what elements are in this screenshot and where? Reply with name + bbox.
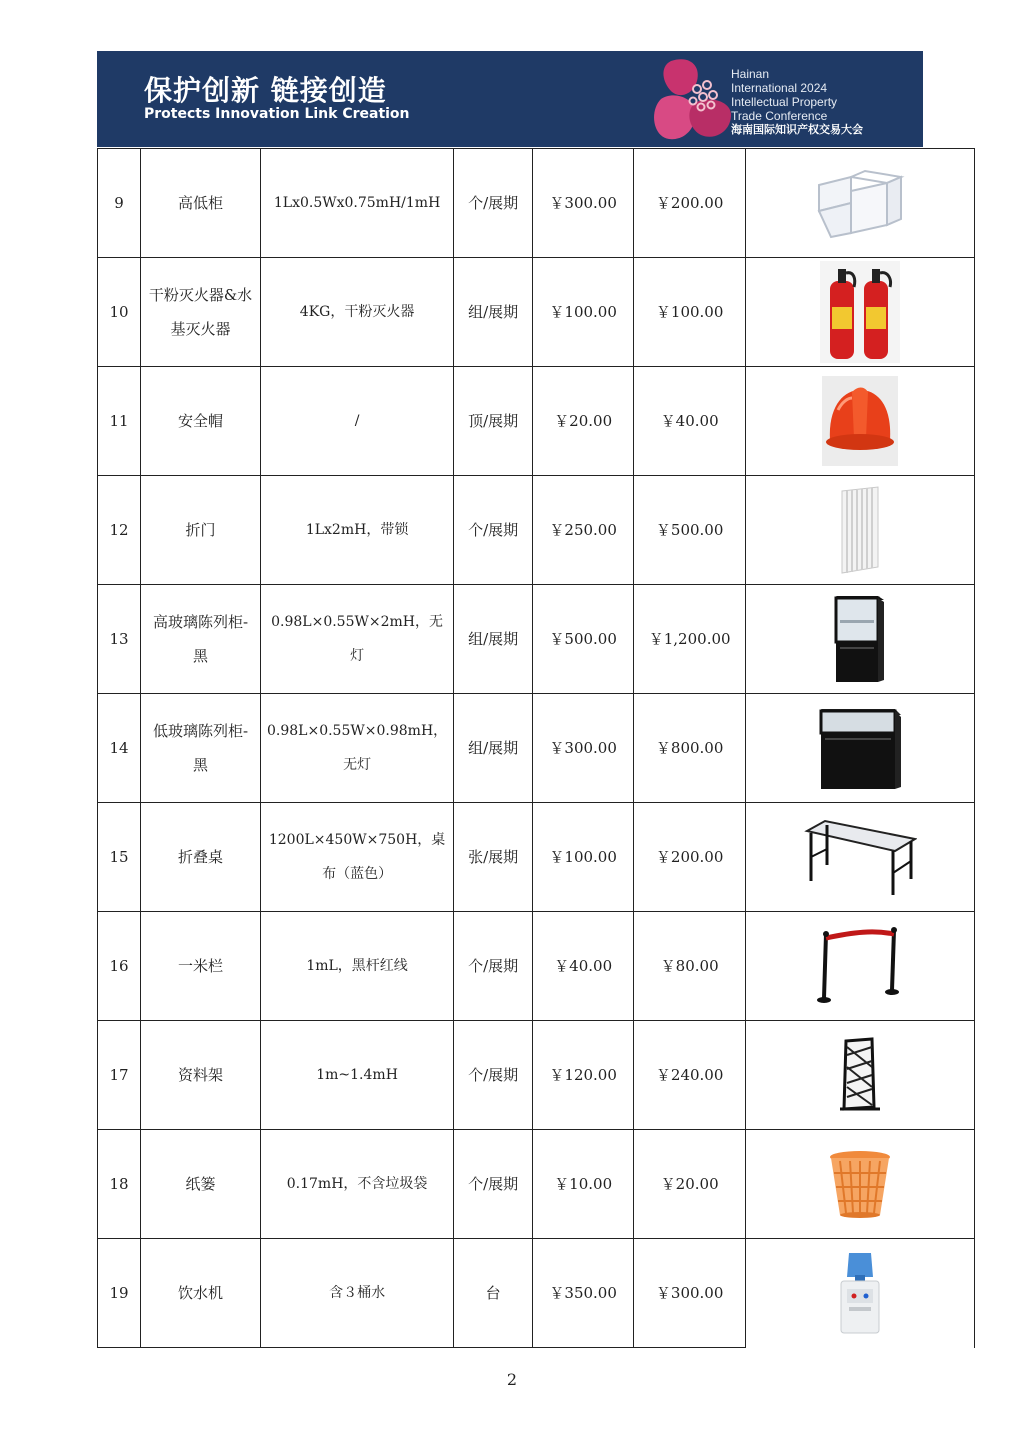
item-price: ￥20.00 xyxy=(533,367,634,476)
item-unit: 组/展期 xyxy=(454,694,533,803)
slogan-en: Protects Innovation Link Creation xyxy=(144,106,410,122)
header-banner xyxy=(97,51,923,147)
item-image xyxy=(746,258,975,367)
item-deposit: ￥100.00 xyxy=(634,258,746,367)
item-image xyxy=(746,1130,975,1239)
row-number: 14 xyxy=(98,694,141,803)
item-image xyxy=(746,912,975,1021)
item-name: 安全帽 xyxy=(141,367,261,476)
table-row xyxy=(98,585,975,694)
item-unit: 顶/展期 xyxy=(454,367,533,476)
item-name: 折门 xyxy=(141,476,261,585)
table-row xyxy=(98,912,975,1021)
item-unit: 台 xyxy=(454,1239,533,1348)
item-name: 高低柜 xyxy=(141,149,261,258)
item-image xyxy=(746,1239,975,1348)
row-number: 11 xyxy=(98,367,141,476)
table-row xyxy=(98,476,975,585)
rental-price-table xyxy=(97,148,975,1348)
item-spec: 0.98L×0.55W×0.98mH，无灯 xyxy=(261,694,454,803)
item-spec: 1m~1.4mH xyxy=(261,1021,454,1130)
item-name: 纸篓 xyxy=(141,1130,261,1239)
item-deposit: ￥240.00 xyxy=(634,1021,746,1130)
conference-logo-icon xyxy=(649,55,739,143)
item-unit: 组/展期 xyxy=(454,258,533,367)
item-name: 干粉灭火器&水基灭火器 xyxy=(141,258,261,367)
brochure-rack-icon xyxy=(838,1037,882,1113)
wastebasket-icon xyxy=(828,1149,892,1219)
item-spec: 4KG，干粉灭火器 xyxy=(261,258,454,367)
item-spec: 1200L×450W×750H，桌布（蓝色） xyxy=(261,803,454,912)
item-unit: 个/展期 xyxy=(454,1021,533,1130)
item-price: ￥10.00 xyxy=(533,1130,634,1239)
item-price: ￥300.00 xyxy=(533,149,634,258)
item-spec: 含３桶水 xyxy=(261,1239,454,1348)
item-price: ￥100.00 xyxy=(533,803,634,912)
folding-door-icon xyxy=(836,485,884,575)
item-unit: 个/展期 xyxy=(454,912,533,1021)
folding-table-icon xyxy=(803,817,917,897)
item-price: ￥120.00 xyxy=(533,1021,634,1130)
item-spec: 1Lx0.5Wx0.75mH/1mH xyxy=(261,149,454,258)
item-price: ￥100.00 xyxy=(533,258,634,367)
item-deposit: ￥800.00 xyxy=(634,694,746,803)
item-spec: 0.98L×0.55W×2mH，无灯 xyxy=(261,585,454,694)
item-image xyxy=(746,149,975,258)
table-row xyxy=(98,694,975,803)
item-deposit: ￥20.00 xyxy=(634,1130,746,1239)
item-image xyxy=(746,585,975,694)
low-showcase-icon xyxy=(815,703,905,793)
item-price: ￥500.00 xyxy=(533,585,634,694)
item-unit: 个/展期 xyxy=(454,149,533,258)
item-price: ￥350.00 xyxy=(533,1239,634,1348)
table-row xyxy=(98,258,975,367)
item-deposit: ￥200.00 xyxy=(634,803,746,912)
item-image xyxy=(746,1021,975,1130)
cabinet-icon xyxy=(815,167,905,239)
item-spec: 1mL，黑杆红线 xyxy=(261,912,454,1021)
table-row xyxy=(98,803,975,912)
item-unit: 张/展期 xyxy=(454,803,533,912)
stanchion-icon xyxy=(814,924,906,1008)
item-image xyxy=(746,476,975,585)
item-spec: / xyxy=(261,367,454,476)
item-price: ￥40.00 xyxy=(533,912,634,1021)
item-name: 一米栏 xyxy=(141,912,261,1021)
item-unit: 组/展期 xyxy=(454,585,533,694)
item-price: ￥250.00 xyxy=(533,476,634,585)
item-deposit: ￥80.00 xyxy=(634,912,746,1021)
row-number: 13 xyxy=(98,585,141,694)
item-deposit: ￥500.00 xyxy=(634,476,746,585)
item-name: 折叠桌 xyxy=(141,803,261,912)
tall-showcase-icon xyxy=(832,592,888,686)
item-spec: 0.17mH，不含垃圾袋 xyxy=(261,1130,454,1239)
table-row xyxy=(98,149,975,258)
item-deposit: ￥40.00 xyxy=(634,367,746,476)
item-unit: 个/展期 xyxy=(454,1130,533,1239)
item-image xyxy=(746,367,975,476)
table-row xyxy=(98,1239,975,1348)
table-row xyxy=(98,367,975,476)
fire-extinguisher-icon xyxy=(820,261,900,363)
slogan-cn: 保护创新 链接创造 xyxy=(144,74,387,107)
row-number: 18 xyxy=(98,1130,141,1239)
row-number: 12 xyxy=(98,476,141,585)
row-number: 9 xyxy=(98,149,141,258)
item-unit: 个/展期 xyxy=(454,476,533,585)
item-image xyxy=(746,803,975,912)
conference-name: Hainan International 2024 Intellectual Property Trade Conference 海南国际知识产权交易大会 xyxy=(731,67,863,136)
page-number: 2 xyxy=(506,1370,518,1389)
safety-helmet-icon xyxy=(822,376,898,466)
row-number: 17 xyxy=(98,1021,141,1130)
item-name: 低玻璃陈列柜-黑 xyxy=(141,694,261,803)
row-number: 15 xyxy=(98,803,141,912)
item-deposit: ￥300.00 xyxy=(634,1239,746,1348)
table-row xyxy=(98,1021,975,1130)
row-number: 19 xyxy=(98,1239,141,1348)
water-dispenser-icon xyxy=(835,1251,885,1335)
item-deposit: ￥1,200.00 xyxy=(634,585,746,694)
item-image xyxy=(746,694,975,803)
item-price: ￥300.00 xyxy=(533,694,634,803)
table-row xyxy=(98,1130,975,1239)
item-deposit: ￥200.00 xyxy=(634,149,746,258)
row-number: 16 xyxy=(98,912,141,1021)
row-number: 10 xyxy=(98,258,141,367)
item-spec: 1Lx2mH，带锁 xyxy=(261,476,454,585)
item-name: 资料架 xyxy=(141,1021,261,1130)
item-name: 高玻璃陈列柜-黑 xyxy=(141,585,261,694)
item-name: 饮水机 xyxy=(141,1239,261,1348)
